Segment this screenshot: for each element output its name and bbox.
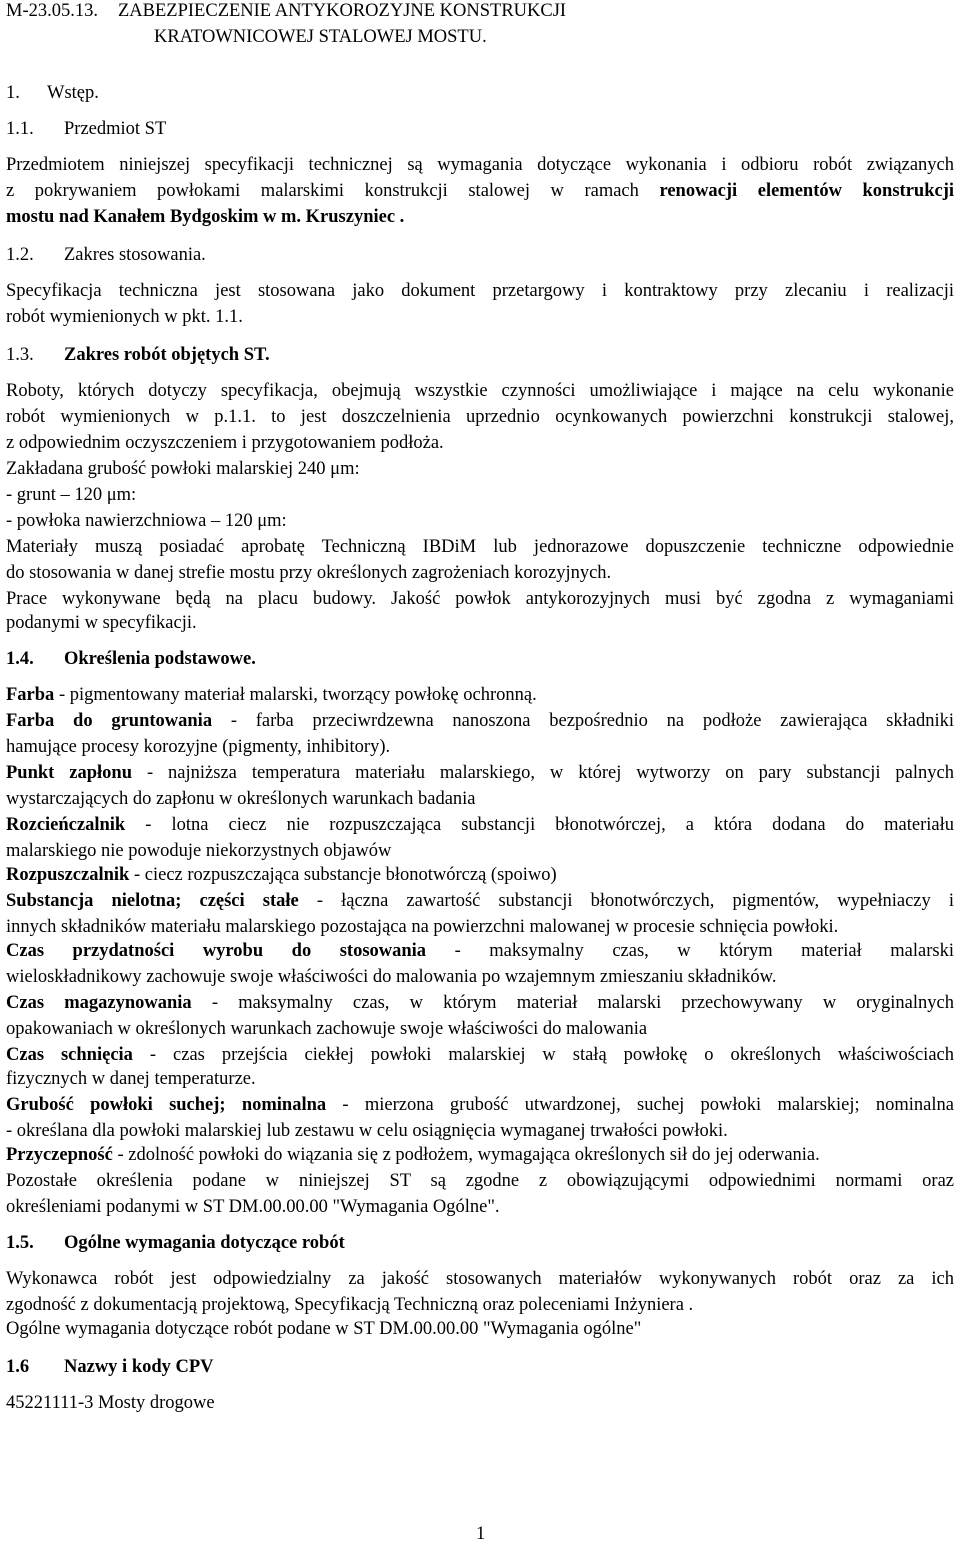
section-1-1-heading (6, 118, 166, 140)
definition-text: - zdolność powłoki do wiązania się z podłożem, wymagająca określonych sił do jej oderwania. (112, 1145, 820, 1165)
section-title: Ogólne wymagania dotyczące robót (64, 1233, 345, 1253)
paragraph-line (6, 180, 954, 202)
section-title: Zakres stosowania. (64, 245, 206, 265)
document-title-line-1: ZABEZPIECZENIE ANTYKOROZYJNE KONSTRUKCJI (118, 1, 567, 21)
paragraph-text: z pokrywaniem powłokami malarskimi konstrukcji stalowej w ramach (6, 181, 660, 201)
definition-continuation: hamujące procesy korozyjne (pigmenty, inhibitory). (6, 737, 391, 757)
definition-term: Farba (6, 685, 55, 705)
definition-text: - lotna ciecz nie rozpuszczająca substancji błonotwórczej, a która dodana do materiału (125, 815, 954, 835)
section-number: 1.3. (6, 345, 34, 365)
paragraph-line-bold: mostu nad Kanałem Bydgoskim w m. Kruszyniec . (6, 207, 405, 227)
definition-term: Rozpuszczalnik (6, 865, 130, 885)
section-title: Określenia podstawowe. (64, 649, 256, 669)
paragraph-line: Specyfikacja techniczna jest stosowana jako dokument przetargowy i kontraktowy przy zlecaniu i realizacji (6, 281, 954, 301)
section-number: 1.4. (6, 649, 34, 669)
definition-continuation: fizycznych w danej temperaturze. (6, 1069, 256, 1089)
bold-text: renowacji elementów konstrukcji (659, 181, 955, 201)
paragraph-line: robót wymienionych w pkt. 1.1. (6, 307, 243, 327)
definition-continuation: wystarczających do zapłonu w określonych warunkach badania (6, 789, 476, 809)
definition-text: - łączna zawartość substancji błonotwórczych, pigmentów, wypełniaczy i (298, 891, 954, 911)
definition-continuation: - określana dla powłoki malarskiej lub zestawu w celu osiągnięcia wymaganej trwałości powłoki. (6, 1121, 728, 1141)
definition-continuation: opakowaniach w określonych warunkach zachowuje swoje właściwości do malowania (6, 1019, 648, 1039)
section-number: 1.5. (6, 1233, 34, 1253)
definition-rozpuszczalnik (6, 864, 557, 886)
cpv-code-line: 45221111-3 Mosty drogowe (6, 1393, 215, 1413)
definition-text: - maksymalny czas, w którym materiał malarski (426, 941, 954, 961)
definition-czas-przydatnosci (6, 940, 954, 962)
section-number: 1.6 (6, 1357, 30, 1377)
paragraph-line: z odpowiednim oczyszczeniem i przygotowaniem podłoża. (6, 433, 444, 453)
definition-text: - maksymalny czas, w którym materiał malarski przechowywany w oryginalnych (191, 993, 954, 1013)
definition-przyczepnosc (6, 1144, 820, 1166)
section-number: 1.2. (6, 245, 34, 265)
definition-farba-do-gruntowania (6, 710, 954, 732)
section-1-number: 1. (6, 83, 20, 103)
paragraph-line: Pozostałe określenia podane w niniejszej ST są zgodne z obowiązującymi odpowiednimi normami oraz (6, 1171, 954, 1191)
definition-term: Farba do gruntowania (6, 711, 213, 731)
document-title-line-2: KRATOWNICOWEJ STALOWEJ MOSTU. (154, 27, 487, 47)
section-1-3-heading (6, 344, 270, 366)
section-title: Przedmiot ST (64, 119, 167, 139)
definition-czas-magazynowania (6, 992, 954, 1014)
definition-continuation: wieloskładnikowy zachowuje swoje właściwości do malowania po wzajemnym zmieszaniu składników. (6, 967, 777, 987)
paragraph-line: Prace wykonywane będą na placu budowy. Jakość powłok antykorozyjnych musi być zgodna z wymaganiami (6, 589, 954, 609)
document-header (6, 0, 566, 22)
section-title: Zakres robót objętych ST. (64, 345, 270, 365)
definition-text: - czas przejścia ciekłej powłoki malarskiej w stałą powłokę o określonych właściwościach (132, 1045, 954, 1065)
section-1-5-heading (6, 1232, 345, 1254)
section-number: 1.1. (6, 119, 34, 139)
definition-term: Substancja nielotna; części stałe (6, 891, 299, 911)
definition-rozcienczalnik (6, 814, 954, 836)
definition-text: - mierzona grubość utwardzonej, suchej powłoki malarskiej; nominalna (326, 1095, 954, 1115)
definition-czas-schniecia (6, 1044, 954, 1066)
definition-text: - najniższa temperatura materiału malarskiego, w której wytworzy on pary substancji palnych (132, 763, 954, 783)
paragraph-line: - grunt – 120 μm: (6, 485, 137, 505)
section-1-2-heading (6, 244, 206, 266)
spec-code: M-23.05.13. (6, 1, 98, 21)
definition-grubosc-powloki (6, 1094, 954, 1116)
definition-text: - farba przeciwrdzewna nanoszona bezpośrednio na podłoże zawierająca składniki (212, 711, 955, 731)
paragraph-line: Zakładana grubość powłoki malarskiej 240 μm: (6, 459, 360, 479)
paragraph-line: Ogólne wymagania dotyczące robót podane w ST DM.00.00.00 "Wymagania ogólne" (6, 1319, 642, 1339)
definition-substancja-nielotna (6, 890, 954, 912)
paragraph-line: zgodność z dokumentacją projektową, Specyfikacją Techniczną oraz poleceniami Inżyniera . (6, 1295, 694, 1315)
section-1-heading (6, 82, 99, 104)
definition-term: Rozcieńczalnik (6, 815, 126, 835)
definition-punkt-zaplonu (6, 762, 954, 784)
section-1-6-heading (6, 1356, 214, 1378)
definition-text: - ciecz rozpuszczająca substancje błonotwórczą (spoiwo) (129, 865, 557, 885)
page-number: 1 (476, 1524, 486, 1544)
definition-term: Grubość powłoki suchej; nominalna (6, 1095, 327, 1115)
definition-continuation: malarskiego nie powoduje niekorzystnych objawów (6, 841, 392, 861)
definition-continuation: innych składników materiału malarskiego pozostająca na powierzchni malowanej w procesie schnięcia powłoki. (6, 917, 839, 937)
paragraph-line: określeniami podanymi w ST DM.00.00.00 "Wymagania Ogólne". (6, 1197, 500, 1217)
paragraph-line: Przedmiotem niniejszej specyfikacji technicznej są wymagania dotyczące wykonania i odbioru robót związanych (6, 155, 954, 175)
definition-term: Przyczepność (6, 1145, 113, 1165)
paragraph-line: Materiały muszą posiadać aprobatę Techniczną IBDiM lub jednorazowe dopuszczenie techniczne odpowiednie (6, 537, 954, 557)
definition-text: - pigmentowany materiał malarski, tworzący powłokę ochronną. (54, 685, 537, 705)
definition-term: Punkt zapłonu (6, 763, 132, 783)
paragraph-line: - powłoka nawierzchniowa – 120 μm: (6, 511, 287, 531)
paragraph-line: robót wymienionych w p.1.1. to jest doszczelnienia uprzednio ocynkowanych powierzchni konstrukcji stalowej, (6, 407, 954, 427)
definition-term: Czas schnięcia (6, 1045, 133, 1065)
definition-term: Czas przydatności wyrobu do stosowania (6, 941, 427, 961)
definition-farba (6, 684, 537, 706)
paragraph-line: podanymi w specyfikacji. (6, 613, 197, 633)
section-1-title: Wstęp. (47, 83, 99, 103)
paragraph-line: do stosowania w danej strefie mostu przy określonych zagrożeniach korozyjnych. (6, 563, 612, 583)
section-1-4-heading (6, 648, 256, 670)
paragraph-line: Wykonawca robót jest odpowiedzialny za jakość stosowanych materiałów wykonywanych robót oraz za ich (6, 1269, 954, 1289)
paragraph-line: Roboty, których dotyczy specyfikacja, obejmują wszystkie czynności umożliwiające i mające na celu wykonanie (6, 381, 954, 401)
section-title: Nazwy i kody CPV (64, 1357, 214, 1377)
definition-term: Czas magazynowania (6, 993, 192, 1013)
